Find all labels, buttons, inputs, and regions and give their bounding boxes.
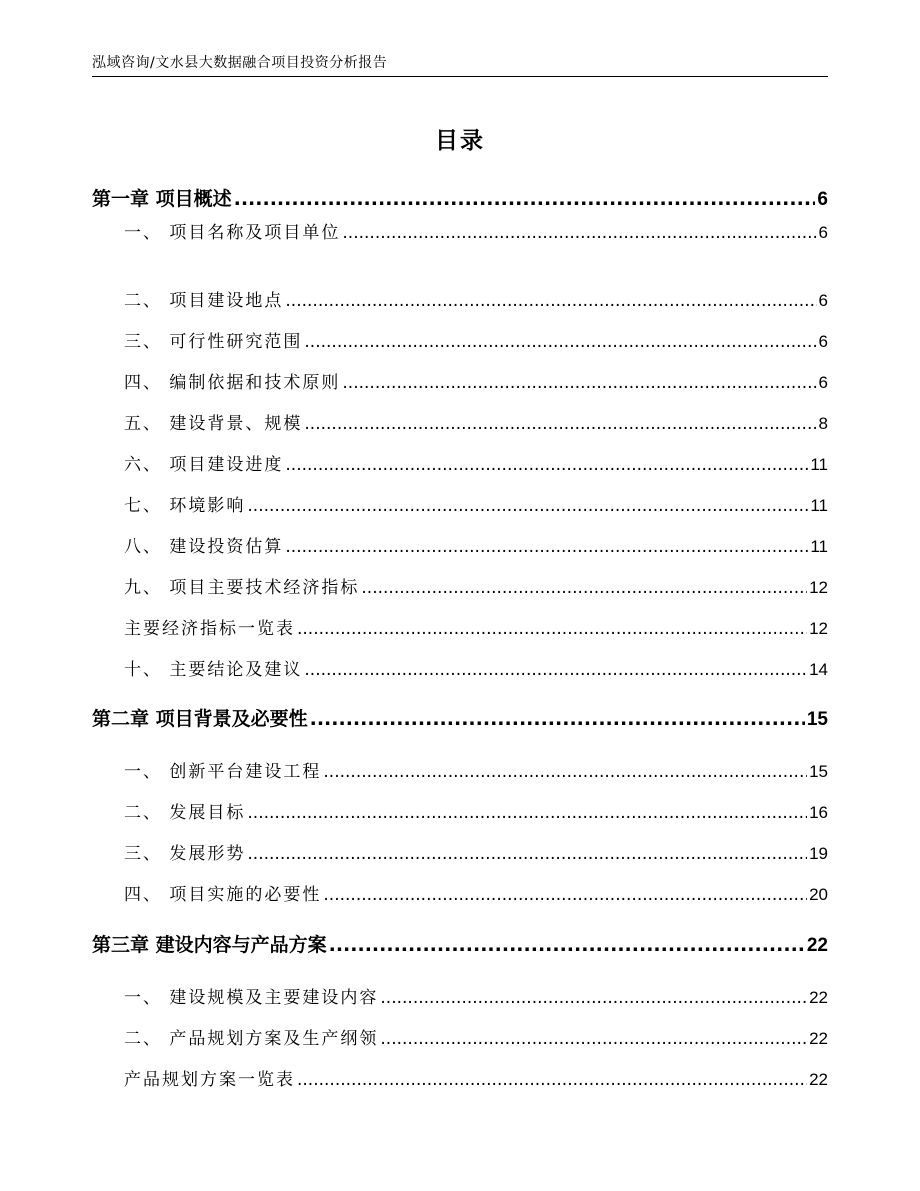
- toc-page-number: 20: [809, 885, 828, 904]
- toc-entry-label: 二、 发展目标: [124, 803, 246, 823]
- toc-page-number: 19: [809, 844, 828, 863]
- dot-leader: [342, 373, 816, 393]
- toc-page-number: 22: [806, 935, 828, 956]
- toc-page-number: 11: [810, 537, 828, 556]
- toc-entry-label: 主要经济指标一览表: [124, 619, 295, 639]
- toc-section-entry[interactable]: [92, 532, 828, 557]
- dot-leader: [247, 844, 807, 864]
- toc-page-number: 6: [818, 223, 828, 242]
- toc-entry-label: 四、 项目实施的必要性: [124, 885, 322, 905]
- toc-entry-label: 三、 发展形势: [124, 844, 246, 864]
- toc-chapter-entry[interactable]: [92, 184, 828, 211]
- toc-section-entry[interactable]: [92, 409, 828, 434]
- toc-page-number: 6: [818, 373, 828, 392]
- toc-section-entry[interactable]: [92, 450, 828, 475]
- toc-entry-label: 一、 项目名称及项目单位: [124, 223, 341, 243]
- toc-entry-label: 八、 建设投资估算: [124, 537, 284, 557]
- toc-page-number: 6: [818, 291, 828, 310]
- toc-entry-label: 二、 产品规划方案及生产纲领: [124, 1029, 379, 1049]
- toc-page-number: 6: [818, 332, 828, 351]
- toc-page-number: 15: [806, 709, 828, 730]
- toc-page-number: 6: [817, 189, 828, 210]
- toc-entry-label: 第一章 项目概述: [92, 188, 232, 210]
- dot-leader: [297, 619, 807, 639]
- dot-leader: [285, 291, 816, 311]
- dot-leader: [361, 578, 807, 598]
- dot-leader: [380, 988, 807, 1008]
- toc-section-entry[interactable]: [92, 573, 828, 598]
- toc-section-entry[interactable]: [92, 798, 828, 823]
- toc-page-number: 12: [809, 619, 828, 638]
- dot-leader: [310, 708, 805, 730]
- toc-entry-label: 三、 可行性研究范围: [124, 332, 303, 352]
- dot-leader: [234, 188, 816, 210]
- toc-page-number: 22: [809, 1070, 828, 1089]
- toc-page-number: 8: [818, 414, 828, 433]
- toc-entry-label: 二、 项目建设地点: [124, 291, 284, 311]
- toc-entry-label: 一、 建设规模及主要建设内容: [124, 988, 379, 1008]
- toc-entry-label: 产品规划方案一览表: [124, 1070, 295, 1090]
- toc-section-entry[interactable]: [92, 1024, 828, 1049]
- toc-entry-label: 四、 编制依据和技术原则: [124, 373, 341, 393]
- dot-leader: [304, 332, 816, 352]
- toc-entry-label: 第三章 建设内容与产品方案: [92, 934, 327, 956]
- dot-leader: [323, 762, 807, 782]
- toc-chapter-entry[interactable]: [92, 704, 828, 731]
- toc-section-entry[interactable]: [92, 983, 828, 1008]
- dot-leader: [304, 414, 816, 434]
- toc-page-number: 11: [810, 496, 828, 515]
- dot-leader: [285, 537, 808, 557]
- toc-entry-label: 九、 项目主要技术经济指标: [124, 578, 360, 598]
- toc-section-entry[interactable]: [92, 655, 828, 680]
- toc-entry-label: 六、 项目建设进度: [124, 455, 284, 475]
- toc-chapter-entry[interactable]: [92, 930, 828, 957]
- dot-leader: [329, 934, 805, 956]
- toc-section-entry[interactable]: [92, 286, 828, 311]
- toc-page-number: 11: [810, 455, 828, 474]
- toc-page-number: 22: [809, 1029, 828, 1048]
- toc-page-number: 16: [809, 803, 828, 822]
- dot-leader: [247, 803, 807, 823]
- toc-title: 目录: [435, 128, 485, 154]
- toc-entry-label: 五、 建设背景、规模: [124, 414, 303, 434]
- toc-section-entry[interactable]: [92, 614, 828, 639]
- toc-section-entry[interactable]: [92, 1065, 828, 1090]
- toc-section-entry[interactable]: [92, 839, 828, 864]
- dot-leader: [323, 885, 807, 905]
- toc-section-entry[interactable]: [92, 491, 828, 516]
- toc-section-entry[interactable]: [92, 757, 828, 782]
- dot-leader: [304, 660, 807, 680]
- toc-page-number: 15: [809, 762, 828, 781]
- toc-entry-label: 第二章 项目背景及必要性: [92, 708, 308, 730]
- dot-leader: [380, 1029, 807, 1049]
- table-of-contents: [92, 0, 828, 1191]
- toc-page-number: 14: [809, 660, 828, 679]
- toc-entry-label: 一、 创新平台建设工程: [124, 762, 322, 782]
- toc-section-entry[interactable]: [92, 880, 828, 905]
- running-header: 泓域咨询/文水县大数据融合项目投资分析报告: [92, 55, 388, 71]
- toc-page-number: 22: [809, 988, 828, 1007]
- dot-leader: [297, 1070, 807, 1090]
- dot-leader: [342, 223, 816, 243]
- dot-leader: [285, 455, 808, 475]
- toc-section-entry[interactable]: [92, 327, 828, 352]
- toc-section-entry[interactable]: [92, 218, 828, 243]
- toc-page-number: 12: [809, 578, 828, 597]
- toc-entry-label: 七、 环境影响: [124, 496, 246, 516]
- dot-leader: [247, 496, 808, 516]
- toc-entry-label: 十、 主要结论及建议: [124, 660, 303, 680]
- toc-section-entry[interactable]: [92, 368, 828, 393]
